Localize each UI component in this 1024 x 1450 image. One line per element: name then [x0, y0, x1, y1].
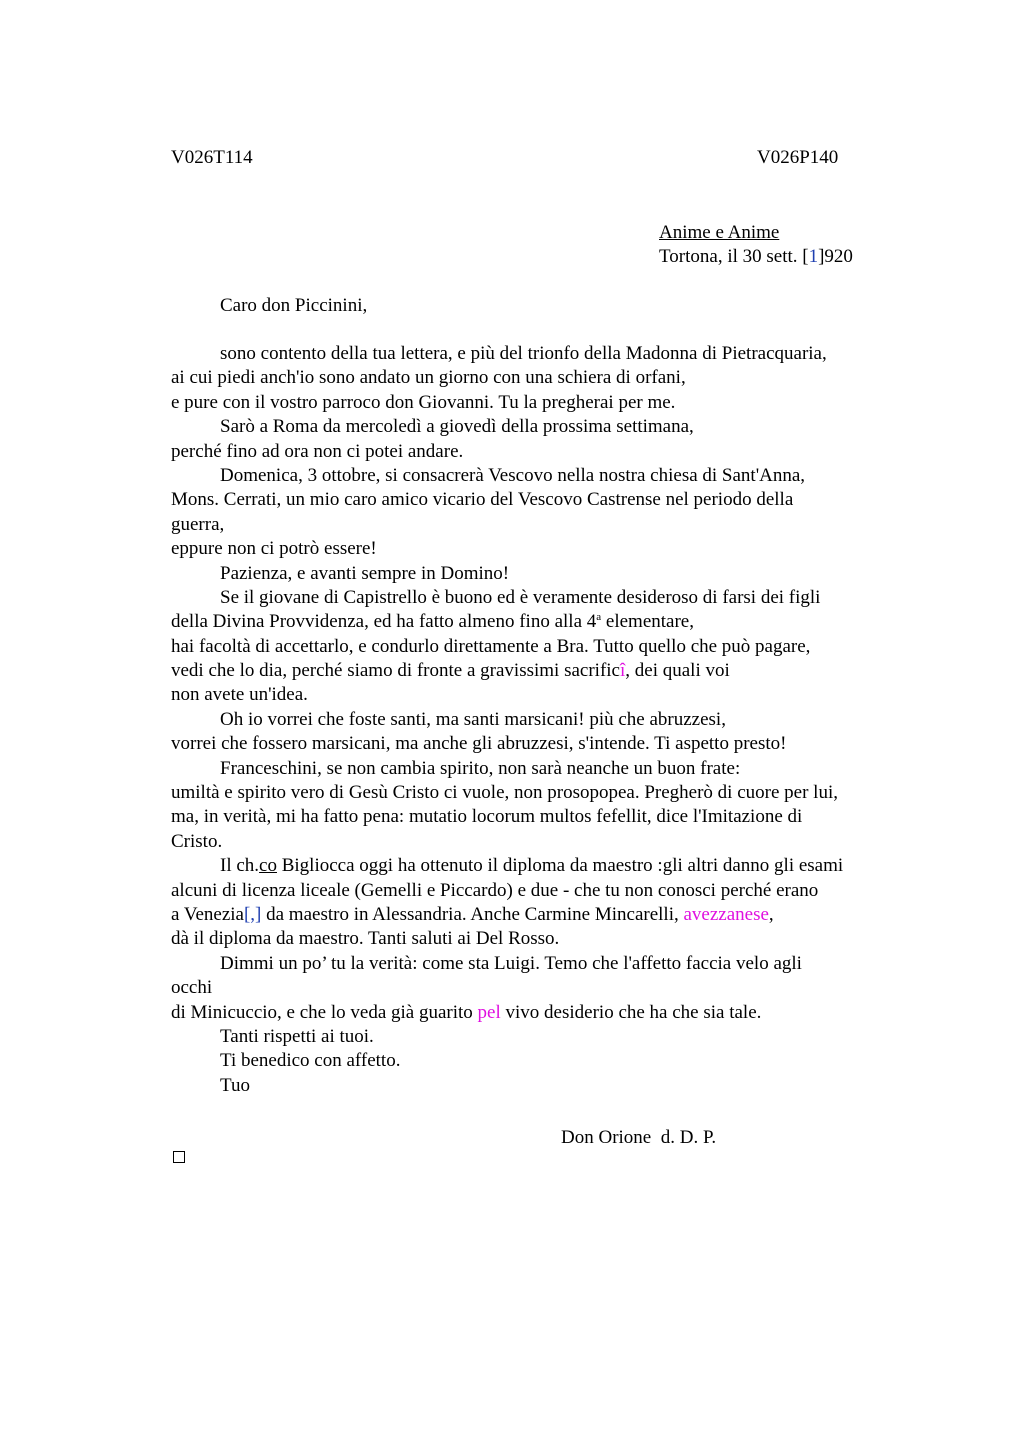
body-line: non avete un'idea.	[171, 684, 308, 706]
body-line: dà il diploma da maestro. Tanti saluti ai Del Rosso.	[171, 928, 560, 950]
body-line: Tanti rispetti ai tuoi.	[220, 1025, 374, 1047]
body-line: hai facoltà di accettarlo, e condurlo direttamente a Bra. Tutto quello che può pagare,	[171, 635, 811, 657]
salutation: Caro don Piccinini,	[220, 295, 368, 316]
body-line: Mons. Cerrati, un mio caro amico vicario del Vescovo Castrense nel periodo della	[171, 489, 794, 511]
place-date: Tortona, il 30 sett. [1]920	[659, 246, 853, 267]
body-line: sono contento della tua lettera, e più del trionfo della Madonna di Pietracquaria,	[220, 343, 827, 364]
body-line: ma, in verità, mi ha fatto pena: mutatio locorum multos fefellit, dice l'Imitazione di	[171, 806, 803, 828]
body-line: Pazienza, e avanti sempre in Domino!	[220, 562, 510, 584]
body-line: Oh io vorrei che foste santi, ma santi marsicani! più che abruzzesi,	[220, 708, 726, 730]
body-line: umiltà e spirito vero di Gesù Cristo ci vuole, non prosopopea. Pregherò di cuore per lui,	[171, 782, 838, 804]
body-line: Il ch.co Bigliocca oggi ha ottenuto il diploma da maestro :gli altri danno gli esami	[220, 855, 844, 877]
body-line: vorrei che fossero marsicani, ma anche gli abruzzesi, s'intende. Ti aspetto presto!	[171, 733, 787, 755]
body-line: guerra,	[171, 513, 225, 535]
body-line: Ti benedico con affetto.	[220, 1050, 401, 1072]
body-line: Tuo	[220, 1074, 250, 1096]
body-line: occhi	[171, 977, 213, 999]
body-line: ai cui piedi anch'io sono andato un giorno con una schiera di orfani,	[171, 367, 686, 389]
body-line: della Divina Provvidenza, ed ha fatto almeno fino alla 4$^a$ elementare,	[171, 611, 694, 633]
body-line: Dimmi un po’ tu la verità: come sta Luigi. Temo che l'affetto faccia velo agli	[220, 952, 802, 974]
body-line: Franceschini, se non cambia spirito, non sarà neanche un buon frate:	[220, 757, 741, 779]
signature: Don Orione d. D. P.	[561, 1127, 717, 1148]
body-line: Se il giovane di Capistrello è buono ed è veramente desideroso di farsi dei figli	[220, 586, 821, 608]
body-line: a Venezia[,] da maestro in Alessandria. Anche Carmine Mincarelli, avezzanese,	[171, 903, 774, 925]
empty-checkbox-icon	[173, 1151, 185, 1163]
document-code-right: V026P140	[757, 147, 839, 168]
body-line: Sarò a Roma da mercoledì a giovedì della prossima settimana,	[220, 416, 694, 438]
body-line: Cristo.	[171, 830, 223, 852]
body-line: e pure con il vostro parroco don Giovanni. Tu la pregherai per me.	[171, 391, 676, 413]
body-line: vedi che lo dia, perché siamo di fronte a gravissimi sacrificî, dei quali voi	[171, 660, 730, 682]
body-line: eppure non ci potrò essere!	[171, 538, 377, 560]
body-line: alcuni di licenza liceale (Gemelli e Piccardo) e due - che tu non conosci perché erano	[171, 879, 819, 901]
body-line: perché fino ad ora non ci potei andare.	[171, 440, 464, 462]
document-code-left: V026T114	[171, 147, 253, 168]
motto-heading: Anime e Anime	[659, 222, 780, 243]
body-line: Domenica, 3 ottobre, si consacrerà Vescovo nella nostra chiesa di Sant'Anna,	[220, 464, 806, 486]
letter-body	[171, 342, 911, 1098]
body-line: di Minicuccio, e che lo veda già guarito pel vivo desiderio che ha che sia tale.	[171, 1001, 762, 1023]
